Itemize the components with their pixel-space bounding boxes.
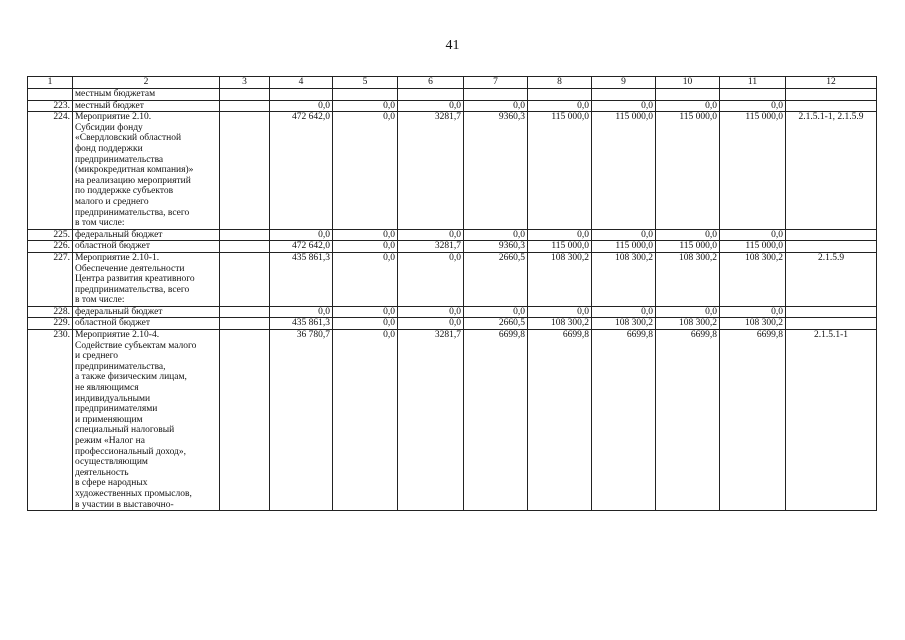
value-cell-c9: 0,0 <box>592 100 656 112</box>
row-description: областной бюджет <box>73 318 220 330</box>
budget-table <box>27 76 877 511</box>
value-cell-c6: 0,0 <box>398 306 464 318</box>
value-cell-c12 <box>786 306 877 318</box>
value-cell-c9: 115 000,0 <box>592 241 656 253</box>
value-cell-c11: 115 000,0 <box>720 241 786 253</box>
value-cell-c3 <box>220 89 270 101</box>
value-cell-c12: 2.1.5.1-1, 2.1.5.9 <box>786 112 877 230</box>
value-cell-c10: 0,0 <box>656 100 720 112</box>
page-number: 41 <box>445 38 460 53</box>
row-number: 225. <box>28 229 73 241</box>
value-cell-c8: 6699,8 <box>528 330 592 511</box>
value-cell-c11: 0,0 <box>720 100 786 112</box>
value-cell-c4: 0,0 <box>270 306 333 318</box>
column-header: 5 <box>333 77 398 89</box>
value-cell-c5: 0,0 <box>333 229 398 241</box>
table-row <box>28 252 877 306</box>
value-cell-c5 <box>333 89 398 101</box>
row-number <box>28 89 73 101</box>
table-row <box>28 229 877 241</box>
value-cell-c5: 0,0 <box>333 112 398 230</box>
value-cell-c8: 0,0 <box>528 306 592 318</box>
column-header: 3 <box>220 77 270 89</box>
value-cell-c3 <box>220 229 270 241</box>
value-cell-c4 <box>270 89 333 101</box>
value-cell-c10: 108 300,2 <box>656 318 720 330</box>
column-header: 2 <box>73 77 220 89</box>
value-cell-c9: 115 000,0 <box>592 112 656 230</box>
value-cell-c12 <box>786 318 877 330</box>
value-cell-c11: 0,0 <box>720 229 786 241</box>
value-cell-c4: 472 642,0 <box>270 112 333 230</box>
value-cell-c6: 0,0 <box>398 252 464 306</box>
value-cell-c9: 108 300,2 <box>592 252 656 306</box>
row-number: 227. <box>28 252 73 306</box>
value-cell-c5: 0,0 <box>333 100 398 112</box>
value-cell-c9: 0,0 <box>592 306 656 318</box>
table-row <box>28 100 877 112</box>
row-description: Мероприятие 2.10-1. Обеспечение деятельности Центра развития креативного предпринимательства, всего в том числе: <box>73 252 220 306</box>
value-cell-c8: 115 000,0 <box>528 112 592 230</box>
value-cell-c8: 0,0 <box>528 100 592 112</box>
value-cell-c7: 0,0 <box>464 306 528 318</box>
column-header: 12 <box>786 77 877 89</box>
value-cell-c6: 0,0 <box>398 100 464 112</box>
value-cell-c11: 0,0 <box>720 306 786 318</box>
value-cell-c8: 115 000,0 <box>528 241 592 253</box>
value-cell-c12 <box>786 100 877 112</box>
value-cell-c4: 435 861,3 <box>270 252 333 306</box>
table-row <box>28 89 877 101</box>
value-cell-c12: 2.1.5.1-1 <box>786 330 877 511</box>
value-cell-c7: 2660,5 <box>464 318 528 330</box>
value-cell-c12 <box>786 89 877 101</box>
value-cell-c11: 6699,8 <box>720 330 786 511</box>
row-description: областной бюджет <box>73 241 220 253</box>
row-description: Мероприятие 2.10-4. Содействие субъектам малого и среднего предпринимательства, а также физическим лицам, не являющимся индивидуальными предпринимателями и применяющим специальный налоговый режим «Налог на профессиональный доход», осуществляющим деятельность в сфере народных художественных промыслов, в участии в выставочно- <box>73 330 220 511</box>
row-number: 226. <box>28 241 73 253</box>
value-cell-c10: 0,0 <box>656 229 720 241</box>
header-row <box>28 77 877 89</box>
value-cell-c5: 0,0 <box>333 241 398 253</box>
value-cell-c4: 36 780,7 <box>270 330 333 511</box>
value-cell-c10: 6699,8 <box>656 330 720 511</box>
value-cell-c7: 6699,8 <box>464 330 528 511</box>
value-cell-c11: 108 300,2 <box>720 252 786 306</box>
value-cell-c8: 108 300,2 <box>528 252 592 306</box>
value-cell-c3 <box>220 241 270 253</box>
value-cell-c9: 0,0 <box>592 229 656 241</box>
row-number: 229. <box>28 318 73 330</box>
value-cell-c3 <box>220 330 270 511</box>
value-cell-c7: 2660,5 <box>464 252 528 306</box>
value-cell-c8: 108 300,2 <box>528 318 592 330</box>
value-cell-c3 <box>220 318 270 330</box>
row-description: федеральный бюджет <box>73 229 220 241</box>
value-cell-c8: 0,0 <box>528 229 592 241</box>
value-cell-c9 <box>592 89 656 101</box>
value-cell-c5: 0,0 <box>333 318 398 330</box>
value-cell-c4: 472 642,0 <box>270 241 333 253</box>
column-header: 4 <box>270 77 333 89</box>
column-header: 6 <box>398 77 464 89</box>
column-header: 1 <box>28 77 73 89</box>
value-cell-c6: 3281,7 <box>398 241 464 253</box>
value-cell-c11: 108 300,2 <box>720 318 786 330</box>
row-number: 224. <box>28 112 73 230</box>
value-cell-c3 <box>220 252 270 306</box>
value-cell-c7 <box>464 89 528 101</box>
value-cell-c7: 0,0 <box>464 229 528 241</box>
table-row <box>28 318 877 330</box>
column-header: 8 <box>528 77 592 89</box>
value-cell-c12 <box>786 229 877 241</box>
column-header: 9 <box>592 77 656 89</box>
value-cell-c12 <box>786 241 877 253</box>
value-cell-c5: 0,0 <box>333 252 398 306</box>
value-cell-c7: 9360,3 <box>464 241 528 253</box>
value-cell-c10: 108 300,2 <box>656 252 720 306</box>
value-cell-c10: 115 000,0 <box>656 112 720 230</box>
value-cell-c4: 435 861,3 <box>270 318 333 330</box>
table-row <box>28 241 877 253</box>
column-header: 11 <box>720 77 786 89</box>
value-cell-c6: 3281,7 <box>398 330 464 511</box>
value-cell-c6: 3281,7 <box>398 112 464 230</box>
row-description: местным бюджетам <box>73 89 220 101</box>
value-cell-c9: 6699,8 <box>592 330 656 511</box>
column-header: 10 <box>656 77 720 89</box>
column-header: 7 <box>464 77 528 89</box>
value-cell-c4: 0,0 <box>270 100 333 112</box>
value-cell-c3 <box>220 112 270 230</box>
row-description: Мероприятие 2.10. Субсидии фонду «Свердловский областной фонд поддержки предпринимательства (микрокредитная компания)» на реализацию мероприятий по поддержке субъектов малого и среднего предпринимательства, всего в том числе: <box>73 112 220 230</box>
value-cell-c5: 0,0 <box>333 306 398 318</box>
value-cell-c7: 0,0 <box>464 100 528 112</box>
value-cell-c9: 108 300,2 <box>592 318 656 330</box>
row-number: 230. <box>28 330 73 511</box>
value-cell-c8 <box>528 89 592 101</box>
value-cell-c10 <box>656 89 720 101</box>
row-number: 228. <box>28 306 73 318</box>
value-cell-c6: 0,0 <box>398 318 464 330</box>
value-cell-c12: 2.1.5.9 <box>786 252 877 306</box>
row-description: местный бюджет <box>73 100 220 112</box>
value-cell-c6: 0,0 <box>398 229 464 241</box>
value-cell-c6 <box>398 89 464 101</box>
value-cell-c7: 9360,3 <box>464 112 528 230</box>
value-cell-c11 <box>720 89 786 101</box>
row-number: 223. <box>28 100 73 112</box>
value-cell-c4: 0,0 <box>270 229 333 241</box>
table-row <box>28 112 877 230</box>
value-cell-c10: 0,0 <box>656 306 720 318</box>
value-cell-c3 <box>220 306 270 318</box>
table-row <box>28 306 877 318</box>
table-row <box>28 330 877 511</box>
value-cell-c10: 115 000,0 <box>656 241 720 253</box>
value-cell-c3 <box>220 100 270 112</box>
value-cell-c5: 0,0 <box>333 330 398 511</box>
value-cell-c11: 115 000,0 <box>720 112 786 230</box>
row-description: федеральный бюджет <box>73 306 220 318</box>
